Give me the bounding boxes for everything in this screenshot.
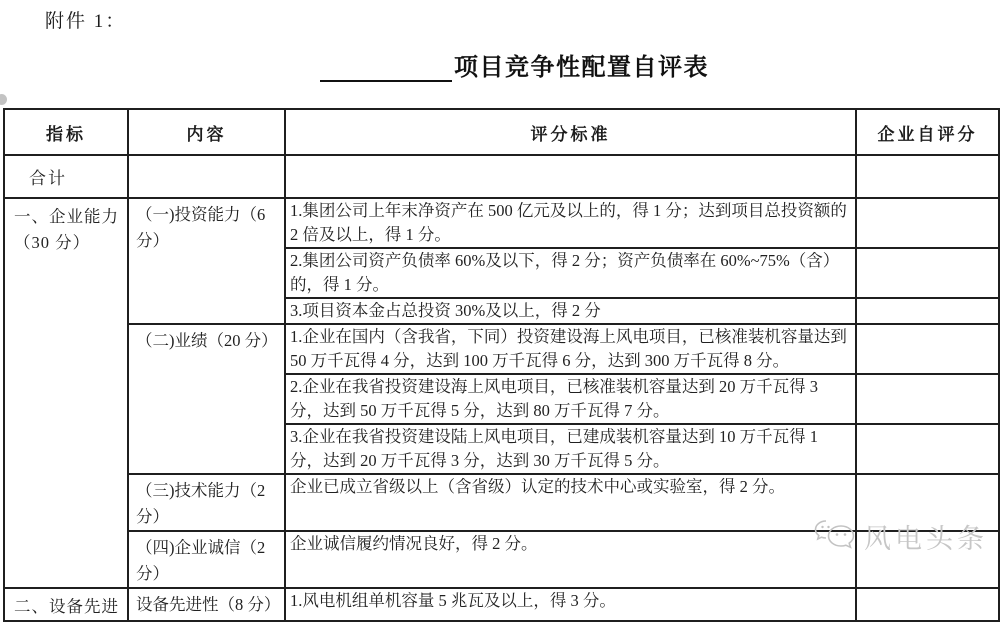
- table-row-total: [4, 155, 999, 198]
- page-artifact-dot: [0, 94, 7, 105]
- content-cell-technical: （三)技术能力（2 分）: [128, 474, 285, 531]
- col-header-indicator: 指标: [4, 109, 128, 155]
- table-row: [4, 588, 999, 621]
- self-score-cell: [856, 474, 999, 531]
- table-row: [4, 324, 999, 374]
- criteria-cell: 3.项目资本金占总投资 30%及以上，得 2 分: [285, 298, 856, 324]
- self-score-cell: [856, 248, 999, 298]
- content-cell-integrity: （四)企业诚信（2 分）: [128, 531, 285, 588]
- criteria-cell: 2.集团公司资产负债率 60%及以下，得 2 分；资产负债率在 60%~75%（含）的，得 1 分。: [285, 248, 856, 298]
- self-score-cell: [856, 588, 999, 621]
- indicator-cell-equipment: 二、设备先进: [4, 588, 128, 621]
- content-cell-empty: [128, 155, 285, 198]
- content-cell-equipment: 设备先进性（8 分）: [128, 588, 285, 621]
- col-header-content: 内容: [128, 109, 285, 155]
- content-cell-track-record: （二)业绩（20 分）: [128, 324, 285, 474]
- table-row: [4, 474, 999, 531]
- indicator-cell-enterprise-capability: 一、企业能力（30 分）: [4, 198, 128, 588]
- self-score-cell: [856, 424, 999, 474]
- criteria-cell-empty: [285, 155, 856, 198]
- self-evaluation-table: [3, 108, 1000, 622]
- watermark-label: 风电头条: [864, 524, 988, 554]
- self-score-cell: [856, 531, 999, 588]
- self-score-cell: [856, 298, 999, 324]
- self-score-cell: [856, 324, 999, 374]
- table-header-row: [4, 109, 999, 155]
- total-label-cell: 合计: [4, 155, 128, 198]
- criteria-cell: 1.集团公司上年末净资产在 500 亿元及以上的，得 1 分；达到项目总投资额的 2 倍及以上，得 1 分。: [285, 198, 856, 248]
- criteria-cell: 3.企业在我省投资建设陆上风电项目，已建成装机容量达到 10 万千瓦得 1 分，达到 20 万千瓦得 3 分，达到 30 万千瓦得 5 分。: [285, 424, 856, 474]
- content-cell-investment: （一)投资能力（6 分）: [128, 198, 285, 324]
- document-title-row: [320, 52, 709, 86]
- criteria-cell: 企业诚信履约情况良好，得 2 分。: [285, 531, 856, 588]
- criteria-cell: 1.风电机组单机容量 5 兆瓦及以上，得 3 分。: [285, 588, 856, 621]
- page-title: 项目竞争性配置自评表: [454, 55, 709, 81]
- table-row: [4, 198, 999, 248]
- criteria-cell: 企业已成立省级以上（含省级）认定的技术中心或实验室，得 2 分。: [285, 474, 856, 531]
- self-score-cell: [856, 198, 999, 248]
- criteria-cell: 1.企业在国内（含我省，下同）投资建设海上风电项目，已核准装机容量达到 50 万千瓦得 4 分，达到 100 万千瓦得 6 分，达到 300 万千瓦得 8 分。: [285, 324, 856, 374]
- attachment-label: 附件 1：: [45, 11, 127, 32]
- col-header-self-score: 企业自评分: [856, 109, 999, 155]
- title-blank-underline: [320, 80, 452, 82]
- self-score-cell: [856, 374, 999, 424]
- criteria-cell: 2.企业在我省投资建设海上风电项目，已核准装机容量达到 20 万千瓦得 3 分，达到 50 万千瓦得 5 分，达到 80 万千瓦得 7 分。: [285, 374, 856, 424]
- col-header-criteria: 评分标准: [285, 109, 856, 155]
- table-row: [4, 531, 999, 588]
- self-score-cell: [856, 155, 999, 198]
